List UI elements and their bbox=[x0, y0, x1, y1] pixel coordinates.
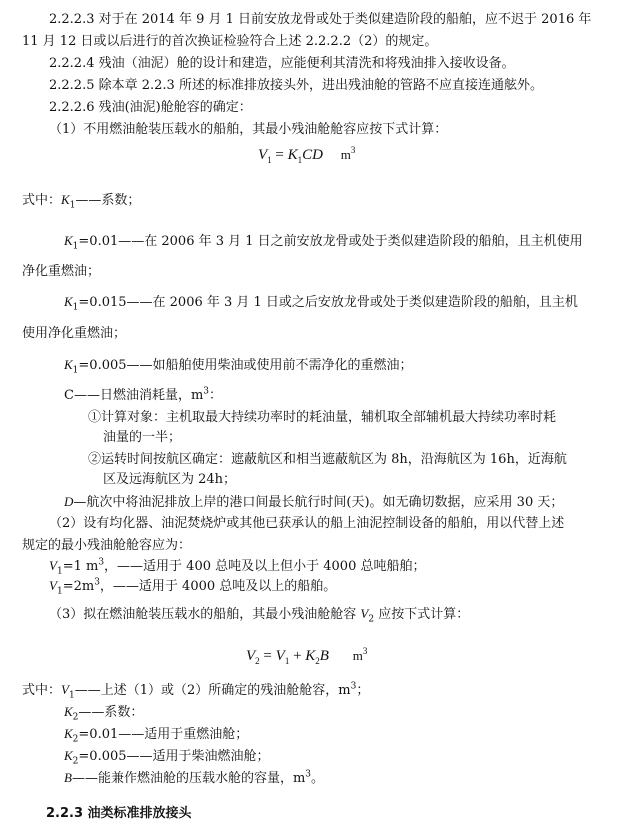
equation-v1: $V_1 = K_1CD$ $m^3$ bbox=[258, 145, 356, 165]
c-definition: C——日燃油消耗量，$m^3$： bbox=[64, 386, 223, 403]
item-1-intro: （1）不用燃油舱装压载水的船舶，其最小残油舱舱容应按下式计算： bbox=[49, 122, 448, 137]
para-2-2-2-6: 2.2.2.6 残油(油泥)舱舱容的确定： bbox=[49, 100, 252, 115]
v1-small-ship: $V_1=1$ $m^3$，——适用于 400 总吨及以上但小于 4000 总吨船舶； bbox=[49, 557, 426, 577]
where-v1-definition: 式中：$V_1——$上述（1）或（2）所确定的残油舱舱容，$m^3$； bbox=[22, 681, 370, 701]
item-2-line1: （2）设有均化器、油泥焚烧炉或其他已获承认的船上油泥控制设备的船舶，用以代替上述 bbox=[49, 516, 565, 531]
v1-large-ship: $V_1=2m^3$，——适用于 4000 总吨及以上的船舶。 bbox=[49, 577, 337, 597]
k2-diesel-fuel: $K_2=0.005——$适用于柴油燃油舱； bbox=[64, 748, 270, 767]
d-definition: D—航次中将油泥排放上岸的港口间最长航行时间(天)。如无确切数据，应采用 30 天； bbox=[64, 494, 564, 510]
para-2-2-2-3-line2: 11 月 12 日或以后进行的首次换证检验符合上述 2.2.2.2（2）的规定。 bbox=[22, 34, 438, 49]
c-note-2-line2: 区及远海航区为 24h； bbox=[103, 472, 237, 487]
para-2-2-2-5: 2.2.2.5 除本章 2.2.3 所述的标准排放接头外，进出残油舱的管路不应直接连通舷外。 bbox=[49, 78, 543, 93]
k1-001-definition: $K_1=0.01——$在 2006 年 3 月 1 日之前安放龙骨或处于类似建造阶段的船舶，且主机使用 bbox=[64, 233, 583, 252]
k1-0015-continuation: 使用净化重燃油； bbox=[22, 326, 127, 341]
section-heading-2-2-3: 2.2.3 油类标准排放接头 bbox=[46, 806, 192, 821]
item-3-intro: （3）拟在燃油舱装压载水的船舶，其最小残油舱舱容 $V_2$ 应按下式计算： bbox=[49, 606, 470, 625]
para-2-2-2-3-line1: 2.2.2.3 对于在 2014 年 9 月 1 日前安放龙骨或处于类似建造阶段的船舶，应不迟于 2016 年 bbox=[49, 12, 592, 27]
c-note-2-line1: ②运转时间按航区确定：遮蔽航区和相当遮蔽航区为 8h，沿海航区为 16h，近海航 bbox=[88, 452, 567, 467]
k1-0005-definition: $K_1=0.005——$如船舶使用柴油或使用前不需净化的重燃油； bbox=[64, 357, 413, 376]
k1-0015-definition: $K_1=0.015——$在 2006 年 3 月 1 日或之后安放龙骨或处于类似建造阶段的船舶，且主机 bbox=[64, 294, 578, 313]
equation-v2: $V_2 = V_1 + K_2B$ $m^3$ bbox=[246, 646, 368, 666]
where-k1-coefficient: 式中：$K_1——$系数； bbox=[22, 192, 141, 211]
b-definition: B——能兼作燃油舱的压载水舱的容量，$m^3$。 bbox=[64, 769, 325, 786]
item-2-line2: 规定的最小残油舱舱容应为： bbox=[22, 538, 192, 553]
k2-coefficient: $K_2——$系数： bbox=[64, 704, 144, 723]
k2-heavy-fuel: $K_2=0.01——$适用于重燃油舱； bbox=[64, 726, 249, 745]
para-2-2-2-4: 2.2.2.4 残油（油泥）舱的设计和建造，应能便利其清洗和将残油排入接收设备。 bbox=[49, 56, 515, 71]
c-note-1-line1: ①计算对象：主机取最大持续功率时的耗油量，辅机取全部辅机最大持续功率时耗 bbox=[88, 410, 557, 425]
k1-001-continuation: 净化重燃油； bbox=[22, 264, 101, 279]
c-note-1-line2: 油量的一半； bbox=[103, 430, 182, 445]
